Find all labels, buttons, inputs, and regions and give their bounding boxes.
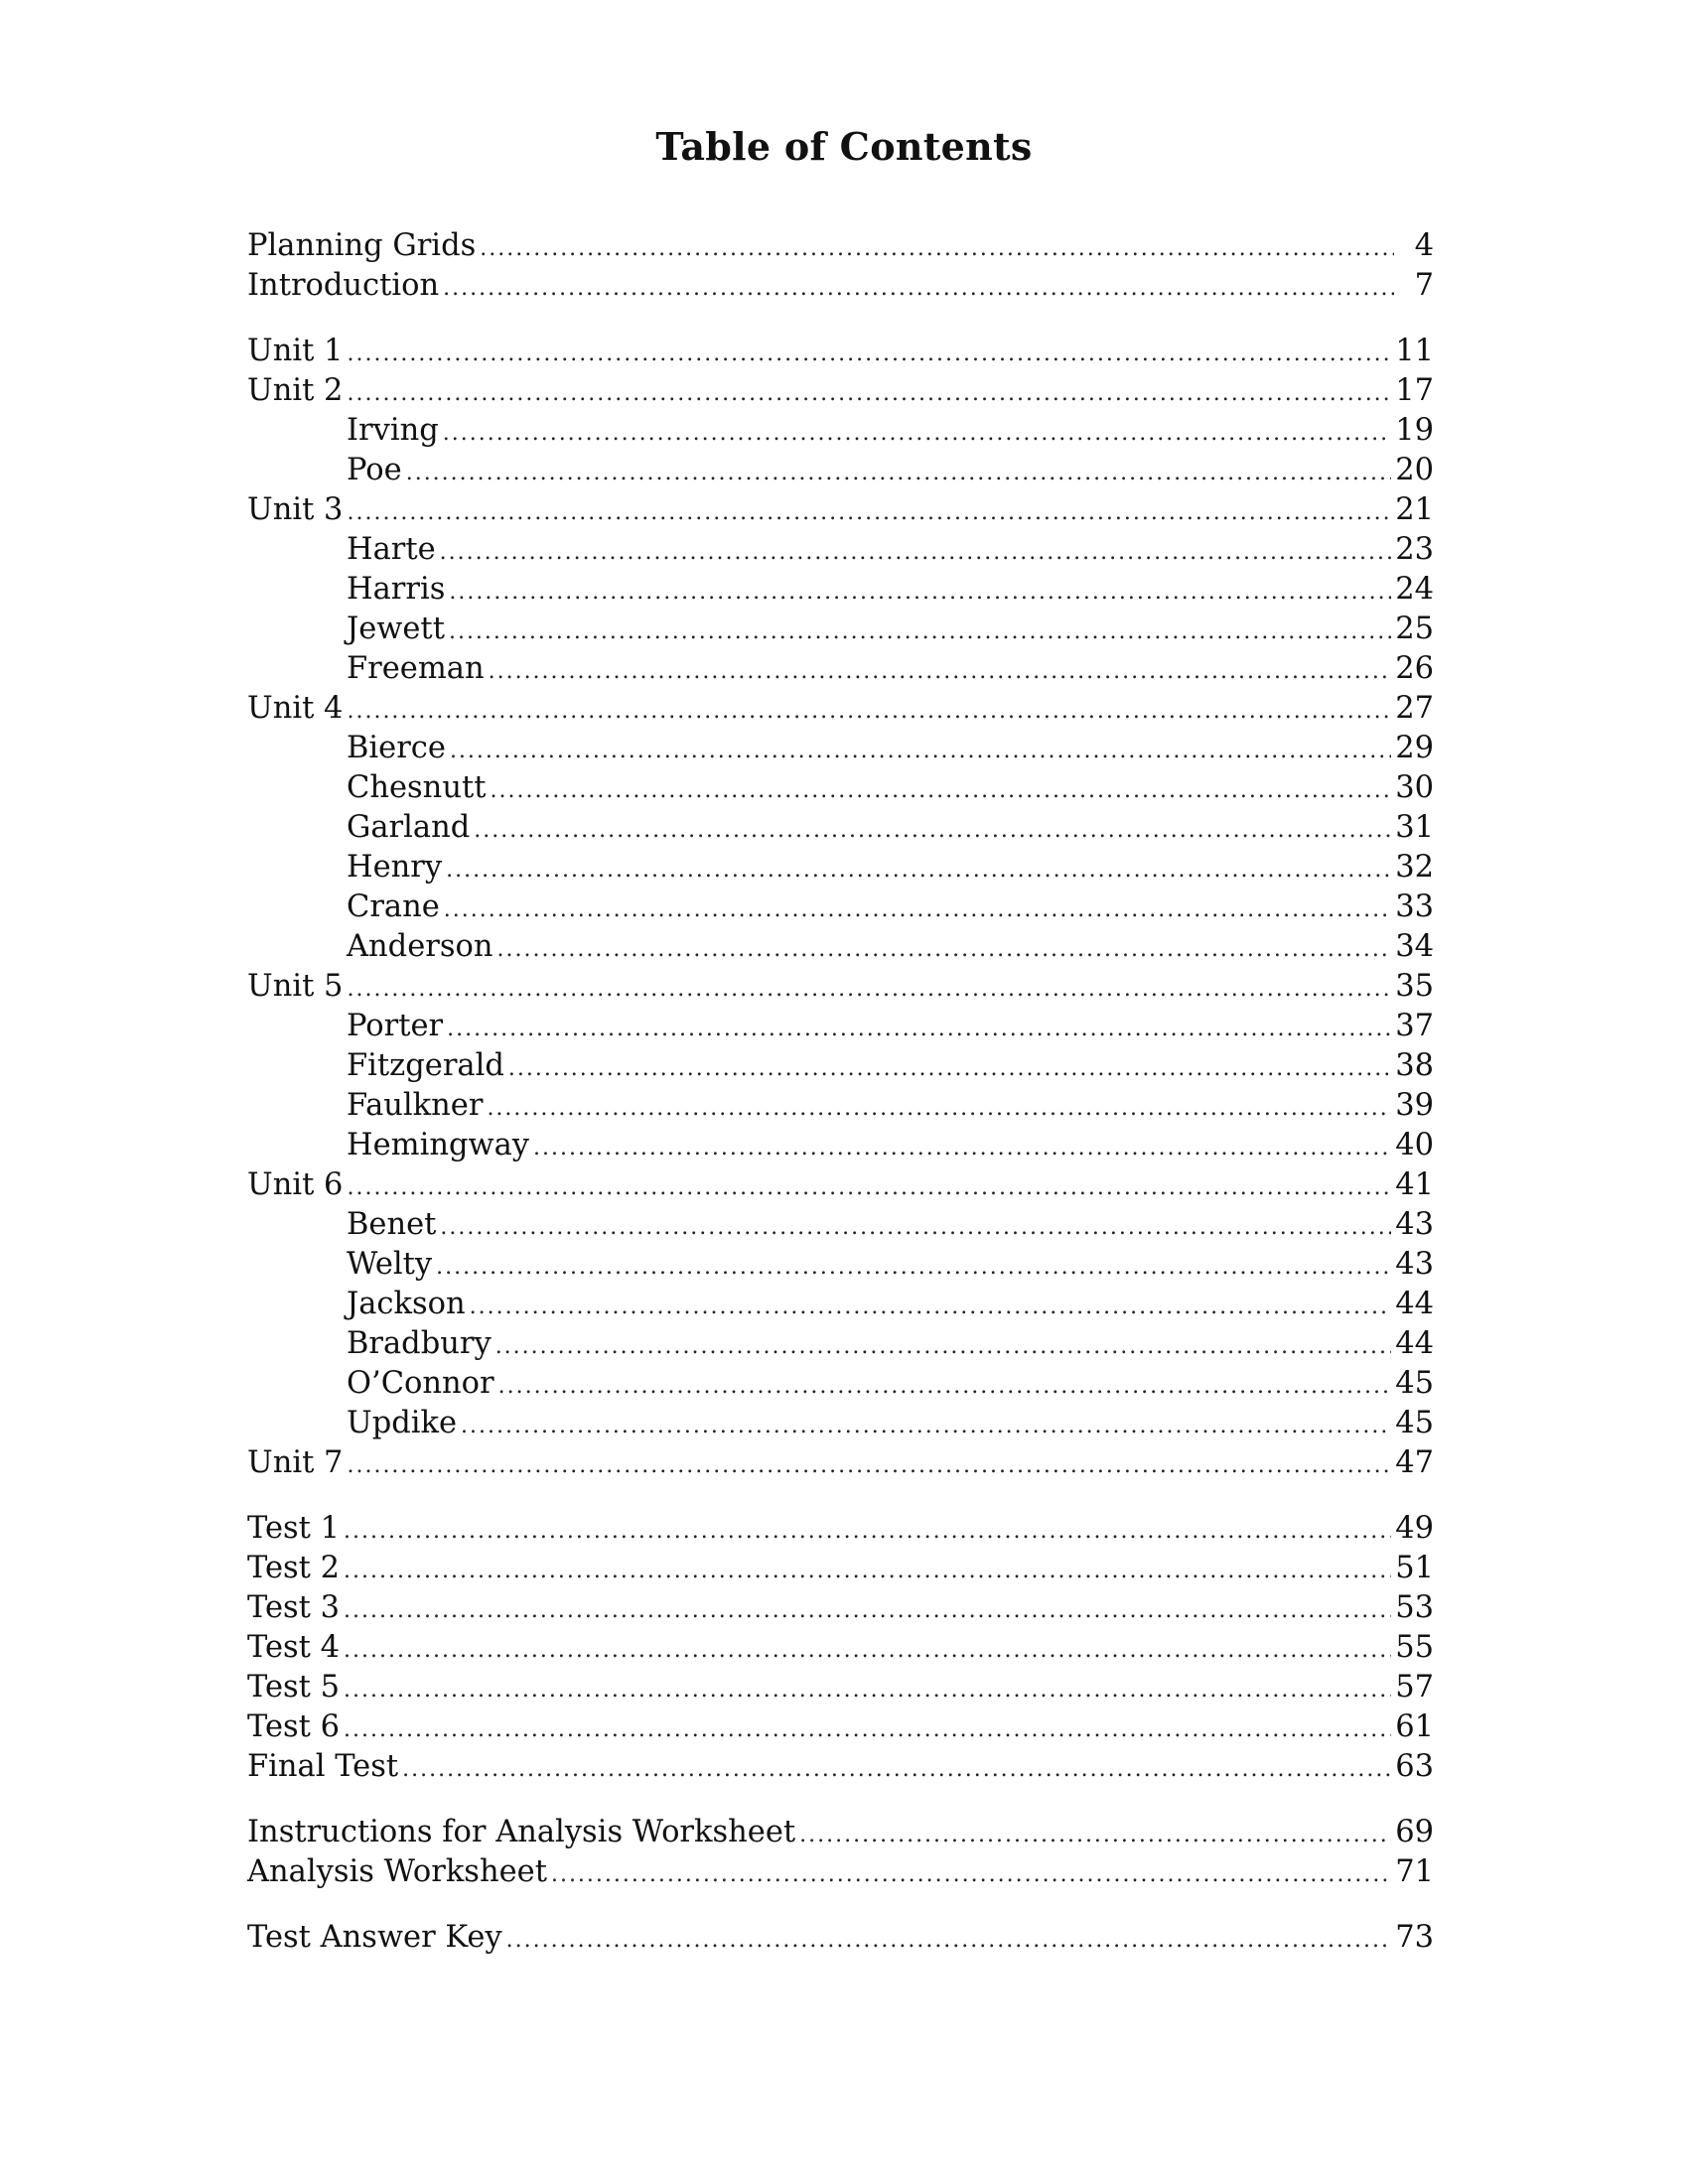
toc-dot-leader — [344, 1710, 1391, 1750]
toc-page-number: 27 — [1395, 691, 1434, 726]
toc-group — [247, 332, 1434, 1483]
toc-page-number: 40 — [1395, 1128, 1434, 1162]
toc-page-number: 45 — [1395, 1366, 1434, 1401]
toc-dot-leader — [551, 1855, 1391, 1895]
toc-dot-leader — [344, 1512, 1391, 1552]
toc-page-number: 23 — [1395, 532, 1434, 567]
toc-page-number: 24 — [1395, 572, 1434, 607]
toc-subentry — [247, 610, 1434, 649]
toc-page-number: 4 — [1414, 228, 1434, 263]
toc-dot-leader — [347, 493, 1391, 533]
toc-entry-label: Chesnutt — [347, 770, 487, 805]
toc-dot-leader — [461, 1407, 1391, 1446]
toc-page-number: 7 — [1414, 268, 1434, 303]
toc-subentry — [247, 649, 1434, 689]
toc-subentry — [247, 570, 1434, 610]
toc-entry-label: Anderson — [347, 929, 493, 964]
toc-entry-label: Unit 6 — [247, 1167, 344, 1202]
toc-entry-label: Harte — [347, 532, 436, 567]
toc-entry-label: Garland — [347, 810, 471, 845]
toc-dot-leader — [443, 414, 1391, 454]
toc-page-number: 25 — [1395, 612, 1434, 646]
toc-subentry — [247, 1324, 1434, 1364]
toc-subentry — [247, 530, 1434, 570]
toc-entry — [247, 967, 1434, 1007]
toc-page-number: 38 — [1395, 1048, 1434, 1083]
toc-entry — [247, 1747, 1434, 1787]
toc-entry-label: Test 2 — [247, 1551, 341, 1585]
toc-page-number: 11 — [1395, 334, 1434, 368]
toc-entry-label: Fitzgerald — [347, 1048, 504, 1083]
toc-dot-leader — [498, 1367, 1392, 1407]
toc-dot-leader — [449, 573, 1391, 613]
toc-subentry — [247, 768, 1434, 808]
toc-page-number: 44 — [1395, 1326, 1434, 1361]
toc-dot-leader — [440, 1208, 1391, 1248]
toc-entry-label: Unit 1 — [247, 334, 344, 368]
toc-subentry — [247, 1245, 1434, 1285]
toc-page-number: 33 — [1395, 889, 1434, 924]
toc-subentry — [247, 1404, 1434, 1443]
toc-entry — [247, 1668, 1434, 1707]
toc-page-number: 44 — [1395, 1287, 1434, 1321]
toc-subentry — [247, 1046, 1434, 1086]
toc-entry-label: Unit 4 — [247, 691, 344, 726]
toc-dot-leader — [347, 1446, 1391, 1486]
toc-entry-label: Unit 3 — [247, 492, 344, 527]
toc-group — [247, 1509, 1434, 1787]
toc-entry-label: Jackson — [347, 1287, 466, 1321]
toc-entry-label: Faulkner — [347, 1088, 484, 1123]
toc-page-number: 21 — [1395, 492, 1434, 527]
toc-dot-leader — [496, 930, 1391, 970]
toc-page-number: 57 — [1395, 1670, 1434, 1705]
toc-dot-leader — [344, 1631, 1391, 1671]
toc-page-number: 26 — [1395, 651, 1434, 686]
toc-page-number: 61 — [1395, 1709, 1434, 1744]
toc-entry — [247, 1852, 1434, 1892]
toc-subentry — [247, 927, 1434, 967]
toc-subentry — [247, 1285, 1434, 1324]
toc-subentry — [247, 451, 1434, 490]
toc-entry — [247, 689, 1434, 729]
toc-entry-label: Crane — [347, 889, 440, 924]
toc-page-number: 20 — [1395, 453, 1434, 487]
toc-entry — [247, 1165, 1434, 1205]
toc-dot-leader — [470, 1288, 1392, 1327]
toc-entry — [247, 1918, 1434, 1958]
toc-dot-leader — [450, 732, 1391, 771]
toc-page-number: 43 — [1395, 1247, 1434, 1282]
toc-page-number: 41 — [1395, 1167, 1434, 1202]
toc-entry — [247, 490, 1434, 530]
toc-entry-label: Unit 7 — [247, 1445, 344, 1480]
toc-dot-leader — [344, 1671, 1391, 1710]
toc-subentry — [247, 1364, 1434, 1404]
toc-entry-label: Bierce — [347, 731, 446, 765]
toc-entry-label: Irving — [347, 413, 439, 448]
toc-entry-label: Unit 5 — [247, 969, 344, 1004]
toc-subentry — [247, 887, 1434, 927]
toc-page-number: 17 — [1395, 373, 1434, 408]
toc-dot-leader — [474, 811, 1391, 851]
toc-dot-leader — [449, 613, 1391, 652]
toc-subentry — [247, 1205, 1434, 1245]
toc-dot-leader — [347, 374, 1391, 414]
toc-dot-leader — [533, 1129, 1391, 1168]
toc-subentry — [247, 729, 1434, 768]
toc-dot-leader — [489, 652, 1392, 692]
toc-page-number: 45 — [1395, 1406, 1434, 1440]
toc-dot-leader — [446, 851, 1391, 890]
toc-entry — [247, 1549, 1434, 1588]
toc-page-number: 53 — [1395, 1590, 1434, 1625]
toc-dot-leader — [480, 229, 1394, 269]
toc-entry — [247, 266, 1434, 306]
toc-entry-label: Updike — [347, 1406, 458, 1440]
toc-dot-leader — [495, 1327, 1392, 1367]
toc-dot-leader — [347, 970, 1391, 1010]
toc-entry-label: Welty — [347, 1247, 433, 1282]
toc-entry — [247, 1443, 1434, 1483]
toc-dot-leader — [406, 454, 1391, 493]
toc-dot-leader — [344, 1552, 1391, 1591]
toc-dot-leader — [490, 771, 1391, 811]
toc-entry-label: Final Test — [247, 1749, 399, 1784]
toc-dot-leader — [506, 1921, 1392, 1961]
toc-page-number: 31 — [1395, 810, 1434, 845]
toc-page-number: 47 — [1395, 1445, 1434, 1480]
toc-page-number: 35 — [1395, 969, 1434, 1004]
toc-group — [247, 1813, 1434, 1892]
toc-page-number: 63 — [1395, 1749, 1434, 1784]
toc-subentry — [247, 808, 1434, 848]
toc-entry-label: Hemingway — [347, 1128, 530, 1162]
toc-entry-label: Instructions for Analysis Worksheet — [247, 1815, 796, 1849]
toc-entry-label: Bradbury — [347, 1326, 492, 1361]
toc-dot-leader — [347, 692, 1391, 732]
toc-entry-label: O’Connor — [347, 1366, 494, 1401]
toc-entry-label: Test 6 — [247, 1709, 341, 1744]
toc-page-number: 39 — [1395, 1088, 1434, 1123]
toc-subentry — [247, 1007, 1434, 1046]
toc-page-number: 19 — [1395, 413, 1434, 448]
table-of-contents — [247, 226, 1434, 1983]
toc-subentry — [247, 411, 1434, 451]
toc-page-number: 51 — [1395, 1551, 1434, 1585]
toc-entry — [247, 1588, 1434, 1628]
toc-page-number: 69 — [1395, 1815, 1434, 1849]
toc-entry-label: Freeman — [347, 651, 485, 686]
toc-entry-label: Test 3 — [247, 1590, 341, 1625]
toc-entry — [247, 1628, 1434, 1668]
toc-dot-leader — [508, 1049, 1391, 1089]
toc-entry-label: Harris — [347, 572, 446, 607]
toc-entry-label: Introduction — [247, 268, 440, 303]
toc-dot-leader — [444, 890, 1391, 930]
toc-entry-label: Test 4 — [247, 1630, 341, 1665]
toc-dot-leader — [436, 1248, 1391, 1288]
toc-subentry — [247, 1126, 1434, 1165]
toc-dot-leader — [447, 1010, 1391, 1049]
toc-entry-label: Henry — [347, 850, 443, 885]
toc-entry-label: Analysis Worksheet — [247, 1854, 547, 1889]
toc-page-number: 30 — [1395, 770, 1434, 805]
toc-entry-label: Test Answer Key — [247, 1920, 502, 1955]
toc-page-number: 71 — [1395, 1854, 1434, 1889]
toc-dot-leader — [487, 1089, 1391, 1129]
toc-entry-label: Test 1 — [247, 1511, 341, 1546]
toc-entry-label: Test 5 — [247, 1670, 341, 1705]
toc-page-number: 32 — [1395, 850, 1434, 885]
toc-entry — [247, 1707, 1434, 1747]
toc-dot-leader — [347, 335, 1391, 374]
toc-subentry — [247, 848, 1434, 887]
toc-entry-label: Poe — [347, 453, 402, 487]
toc-entry-label: Porter — [347, 1009, 444, 1043]
toc-dot-leader — [347, 1168, 1391, 1208]
toc-page-number: 43 — [1395, 1207, 1434, 1242]
toc-dot-leader — [799, 1816, 1391, 1855]
toc-entry — [247, 226, 1434, 266]
toc-page-number: 73 — [1395, 1920, 1434, 1955]
toc-page-number: 49 — [1395, 1511, 1434, 1546]
toc-entry — [247, 332, 1434, 371]
toc-entry-label: Benet — [347, 1207, 437, 1242]
toc-entry-label: Planning Grids — [247, 228, 477, 263]
toc-group — [247, 1918, 1434, 1958]
toc-dot-leader — [440, 533, 1392, 573]
toc-entry — [247, 1813, 1434, 1852]
toc-page-number: 34 — [1395, 929, 1434, 964]
toc-entry — [247, 1509, 1434, 1549]
toc-dot-leader — [344, 1591, 1391, 1631]
toc-entry — [247, 371, 1434, 411]
toc-dot-leader — [402, 1750, 1391, 1790]
toc-page-number: 29 — [1395, 731, 1434, 765]
toc-subentry — [247, 1086, 1434, 1126]
toc-group — [247, 226, 1434, 306]
toc-entry-label: Unit 2 — [247, 373, 344, 408]
toc-entry-label: Jewett — [347, 612, 445, 646]
toc-page-number: 55 — [1395, 1630, 1434, 1665]
toc-dot-leader — [443, 269, 1394, 309]
toc-page-number: 37 — [1395, 1009, 1434, 1043]
page-title: Table of Contents — [655, 124, 1033, 170]
